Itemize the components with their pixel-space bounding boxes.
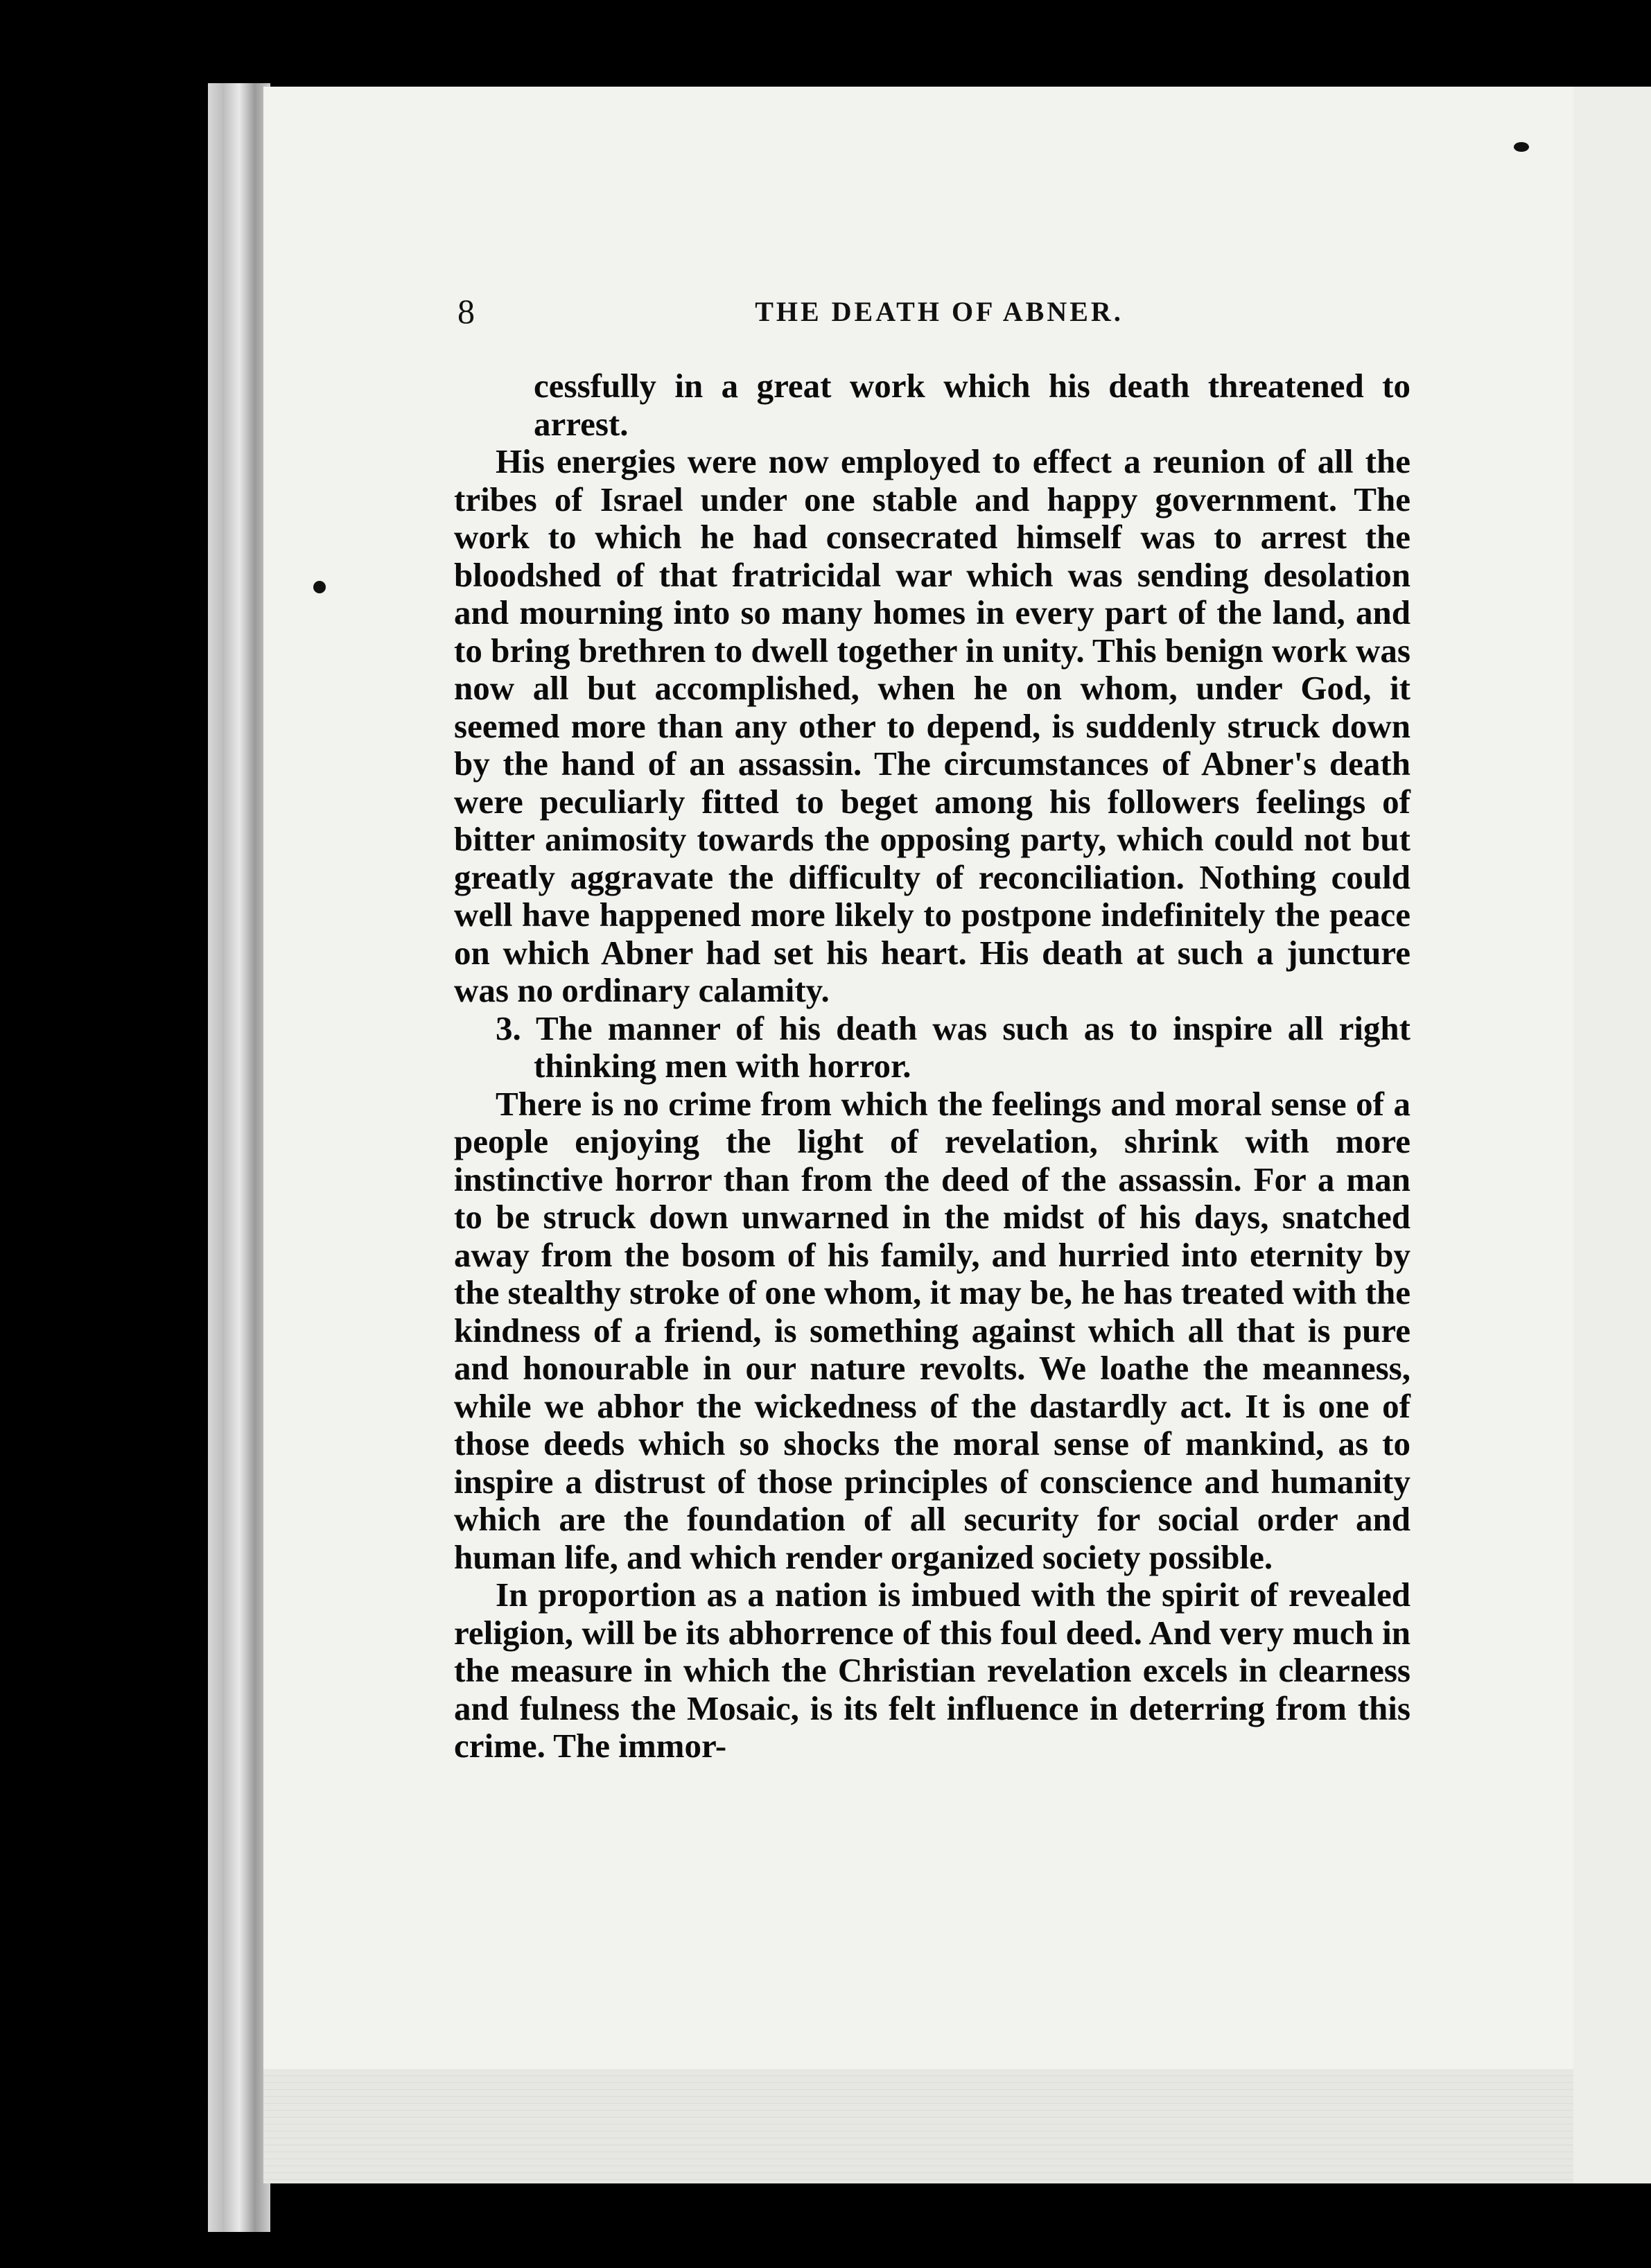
page-number: 8 xyxy=(457,292,475,331)
book-gutter-edge xyxy=(208,83,270,2232)
paragraph: In proportion as a nation is imbued with the spirit of revealed religion, will be its abhorrence of this foul deed. And very much in the measure in which the Christian revelation excels in clearness and fulness the Mosaic, is its felt influence in deterring from this crime. The immor- xyxy=(454,1576,1410,1765)
paragraph-continuation: cessfully in a great work which his death threatened to arrest. xyxy=(534,367,1410,443)
facing-page-edge xyxy=(1573,87,1651,2183)
paragraph: His energies were now employed to effect a reunion of all the tribes of Israel under one stable and happy government. The work to which he had consecrated himself was to arrest the bloodshed of that fratricidal war which was sending desolation and mourning into so many homes in every part of the land, and to bring brethren to dwell together in unity. This benign work was now all but accomplished, when he on whom, under God, it seemed more than any other to depend, is suddenly struck down by the hand of an assassin. The circumstances of Abner's death were peculiarly fitted to beget among his followers feelings of bitter animosity towards the opposing party, which could not but greatly aggravate the difficulty of reconciliation. Nothing could well have happened more likely to postpone indefinitely the peace on which Abner had set his heart. His death at such a juncture was no ordinary calamity. xyxy=(454,442,1410,1009)
page-bottom-margin xyxy=(263,2069,1573,2183)
paragraph: There is no crime from which the feelings and moral sense of a people enjoying the light of revelation, shrink with more instinctive horror than from the deed of the assassin. For a man to be struck down unwarned in the midst of his days, snatched away from the bosom of his family, and hurried into eternity by the stealthy stroke of one whom, it may be, he has treated with the kindness of a friend, is something against which all that is pure and honourable in our nature revolts. We loathe the meanness, while we abhor the wickedness of the dastardly act. It is one of those deeds which so shocks the moral sense of mankind, as to inspire a distrust of those principles of conscience and humanity which are the foundation of all security for social order and human life, and which render organized society possible. xyxy=(454,1084,1410,1576)
numbered-heading: 3. The manner of his death was such as to inspire all right thinking men with horror. xyxy=(496,1009,1410,1085)
ink-speck xyxy=(1514,142,1529,152)
page-header xyxy=(457,291,1421,340)
body-text xyxy=(454,367,1410,1765)
running-head: THE DEATH OF ABNER. xyxy=(755,296,1124,327)
ink-speck xyxy=(313,581,326,593)
